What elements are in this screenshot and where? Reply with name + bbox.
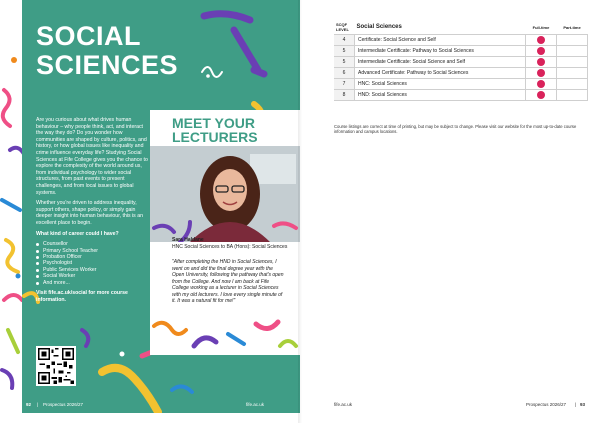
row-part-time	[557, 68, 588, 79]
row-level: 7	[334, 79, 355, 90]
title-line-2: SCIENCES	[36, 50, 179, 80]
qr-code-icon	[38, 348, 74, 384]
table-row	[334, 46, 588, 57]
career-item: Psychologist	[36, 260, 148, 266]
header-part-time: Part-time	[557, 20, 588, 35]
lecturer-quote: "After completing the HND in Social Sciences, I went on and did the final degree year with the Open University, following the pathway that's open from the College. And now I am back at Fife College working as a lecturer in Social Sciences with my old lecturers. I love every single minute of it. It was a natural fit for me!"	[172, 259, 284, 304]
career-item: Social Worker	[36, 273, 148, 279]
intro-paragraph-1: Are you curious about what drives human behaviour – why people think, act, and interact the way they do? Do you wonder how communities are shaped by culture, politics, and history, or how global issues like inequality and crime influence everyday life? Studying Social Sciences at Fife College gives you the chance to explore the complexity of the world around us, from individual psychology to wider social structures, from past events to present challenges, and from local issues to global systems.	[36, 117, 148, 196]
row-part-time	[557, 79, 588, 90]
page-title	[36, 22, 178, 80]
header-course: Social Sciences	[355, 20, 526, 35]
career-item: Public Services Worker	[36, 267, 148, 273]
lecturer-photo	[150, 146, 300, 242]
spine-shadow	[298, 0, 302, 423]
availability-dot-icon	[537, 47, 545, 55]
course-table	[334, 20, 588, 101]
table-row	[334, 57, 588, 68]
right-footer-label: Prospectus 2026/27	[526, 402, 567, 407]
intro-text	[36, 117, 148, 307]
row-full-time	[526, 79, 557, 90]
right-page	[300, 0, 600, 423]
left-footer-separator: |	[37, 402, 39, 407]
left-page-number: 92	[26, 402, 32, 407]
availability-dot-icon	[537, 80, 545, 88]
row-course-name: Certificate: Social Science and Self	[355, 35, 526, 46]
header-level: SCQF LEVEL	[334, 20, 355, 35]
career-item: And more...	[36, 280, 148, 286]
row-part-time	[557, 57, 588, 68]
career-list	[36, 241, 148, 286]
row-part-time	[557, 90, 588, 101]
table-row	[334, 68, 588, 79]
career-item: Counsellor	[36, 241, 148, 247]
row-course-name: HND: Social Sciences	[355, 90, 526, 101]
row-full-time	[526, 57, 557, 68]
lecturer-portrait-icon	[150, 146, 300, 242]
left-footer-label: Prospectus 2026/27	[43, 402, 84, 407]
panel-squiggles	[150, 316, 300, 355]
row-full-time	[526, 68, 557, 79]
career-item: Probation Officer	[36, 254, 148, 260]
table-header-row	[334, 20, 588, 35]
row-level: 5	[334, 57, 355, 68]
availability-dot-icon	[537, 91, 545, 99]
visit-link[interactable]: Visit fife.ac.uk/social for more course information.	[36, 289, 128, 303]
row-level: 4	[334, 35, 355, 46]
availability-dot-icon	[537, 58, 545, 66]
lecturer-heading-line-1: MEET YOUR	[172, 115, 255, 131]
table-row	[334, 79, 588, 90]
row-course-name: Intermediate Certificate: Social Science and Self	[355, 57, 526, 68]
intro-paragraph-2: Whether you're driven to address inequality, support others, shape policy, or simply gain deeper insight into human behaviour, this is an excellent place to begin.	[36, 200, 143, 226]
row-part-time	[557, 35, 588, 46]
title-line-1: SOCIAL	[36, 21, 142, 51]
course-disclaimer: Course listings are correct at time of printing, but may be subject to change. Please visit our website for the most up-to-date course information and campus locations.	[334, 124, 577, 135]
row-course-name: HNC: Social Sciences	[355, 79, 526, 90]
row-level: 8	[334, 90, 355, 101]
row-course-name: Intermediate Certificate: Pathway to Social Sciences	[355, 46, 526, 57]
table-row	[334, 90, 588, 101]
qr-code[interactable]	[36, 346, 76, 386]
right-page-number: 93	[580, 402, 586, 407]
career-item: Primary School Teacher	[36, 248, 148, 254]
header-full-time: Full-time	[526, 20, 557, 35]
row-full-time	[526, 46, 557, 57]
table-row	[334, 35, 588, 46]
lecturer-heading-line-2: LECTURERS	[172, 129, 258, 145]
career-heading: What kind of career could I have?	[36, 230, 119, 237]
row-level: 5	[334, 46, 355, 57]
right-footer-separator: |	[575, 402, 577, 407]
lecturer-name: Sara Haldane	[172, 237, 204, 243]
row-full-time	[526, 35, 557, 46]
right-footer-site[interactable]: fife.ac.uk	[334, 402, 353, 407]
lecturer-role: HNC Social Sciences to BA (Hons): Social Sciences	[172, 244, 288, 250]
lecturer-panel	[150, 110, 300, 355]
availability-dot-icon	[537, 36, 545, 44]
availability-dot-icon	[537, 69, 545, 77]
row-level: 6	[334, 68, 355, 79]
lecturer-heading	[172, 116, 258, 144]
row-full-time	[526, 90, 557, 101]
left-footer	[22, 400, 300, 413]
row-part-time	[557, 46, 588, 57]
left-footer-site[interactable]: fife.ac.uk	[246, 402, 265, 407]
row-course-name: Advanced Certificate: Pathway to Social Sciences	[355, 68, 526, 79]
